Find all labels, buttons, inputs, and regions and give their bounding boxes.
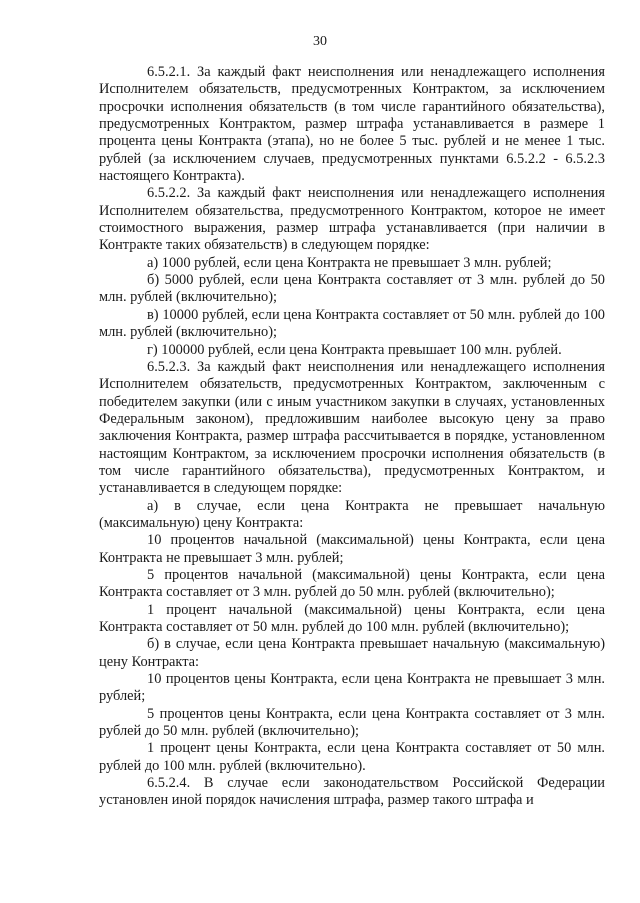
clause-6-5-2-2-item-b: б) 5000 рублей, если цена Контракта составляет от 3 млн. рублей до 50 млн. рублей (включительно); [99, 272, 605, 306]
clause-6-5-2-2-item-g: г) 100000 рублей, если цена Контракта превышает 100 млн. рублей. [147, 341, 562, 358]
clause-6-5-2-1: 6.5.2.1. За каждый факт неисполнения или ненадлежащего исполнения Исполнителем обязательств, предусмотренных Контрактом, за исключением просрочки исполнения обязательств (в том числе гарантийного обязательства), предусмотренных Контрактом, размер штрафа устанавливается в размере 1 процента цены Контракта (этапа), но не более 5 тыс. рублей и не менее 1 тыс. рублей (за исключением случаев, предусмотренных пунктами 6.5.2.2 - 6.5.2.3 настоящего Контракта). [99, 64, 605, 185]
clause-6-5-2-2-item-v: в) 10000 рублей, если цена Контракта составляет от 50 млн. рублей до 100 млн. рублей (включительно); [99, 306, 605, 341]
clause-6-5-2-3-item-a: а) в случае, если цена Контракта не превышает начальную (максимальную) цену Контракта: [99, 497, 605, 531]
clause-6-5-2-3-b-tier-2: 5 процентов цены Контракта, если цена Контракта составляет от 3 млн. рублей до 50 млн. рублей (включительно); [99, 705, 605, 740]
clause-6-5-2-4: 6.5.2.4. В случае если законодательством Российской Федерации установлен иной порядок начисления штрафа, размер такого штрафа и [99, 775, 605, 809]
page-number: 30 [313, 34, 327, 49]
clause-6-5-2-3-item-b: б) в случае, если цена Контракта превышает начальную (максимальную) цену Контракта: [99, 636, 605, 670]
clause-6-5-2-3-a-tier-1: 10 процентов начальной (максимальной) цены Контракта, если цена Контракта не превышает 3 млн. рублей; [99, 532, 605, 566]
clause-6-5-2-3-b-tier-1: 10 процентов цены Контракта, если цена Контракта не превышает 3 млн. рублей; [99, 671, 605, 705]
clause-6-5-2-3-a-tier-2: 5 процентов начальной (максимальной) цены Контракта, если цена Контракта составляет от 3 млн. рублей до 50 млн. рублей (включительно); [99, 566, 605, 601]
document-body [99, 64, 605, 810]
clause-6-5-2-3: 6.5.2.3. За каждый факт неисполнения или ненадлежащего исполнения Исполнителем обязательств, предусмотренных Контрактом, заключенным с победителем закупки (или с иным участником закупки в случаях, установленных Федеральным законом), предложившим наиболее высокую цену за право заключения Контракта, размер штрафа рассчитывается в порядке, установленном настоящим Контрактом, за исключением просрочки исполнения обязательств (в том числе гарантийного обязательства), предусмотренных Контрактом, и устанавливается в следующем порядке: [99, 358, 605, 497]
clause-6-5-2-3-a-tier-3: 1 процент начальной (максимальной) цены Контракта, если цена Контракта составляет от 50 млн. рублей до 100 млн. рублей (включительно); [99, 601, 605, 635]
clause-6-5-2-3-b-tier-3: 1 процент цены Контракта, если цена Контракта составляет от 50 млн. рублей до 100 млн. рублей (включительно). [99, 740, 605, 774]
clause-6-5-2-2: 6.5.2.2. За каждый факт неисполнения или ненадлежащего исполнения Исполнителем обязательства, предусмотренного Контрактом, которое не имеет стоимостного выражения, размер штрафа устанавливается (при наличии в Контракте таких обязательств) в следующем порядке: [99, 185, 605, 254]
clause-6-5-2-2-item-a: а) 1000 рублей, если цена Контракта не превышает 3 млн. рублей; [147, 254, 552, 271]
